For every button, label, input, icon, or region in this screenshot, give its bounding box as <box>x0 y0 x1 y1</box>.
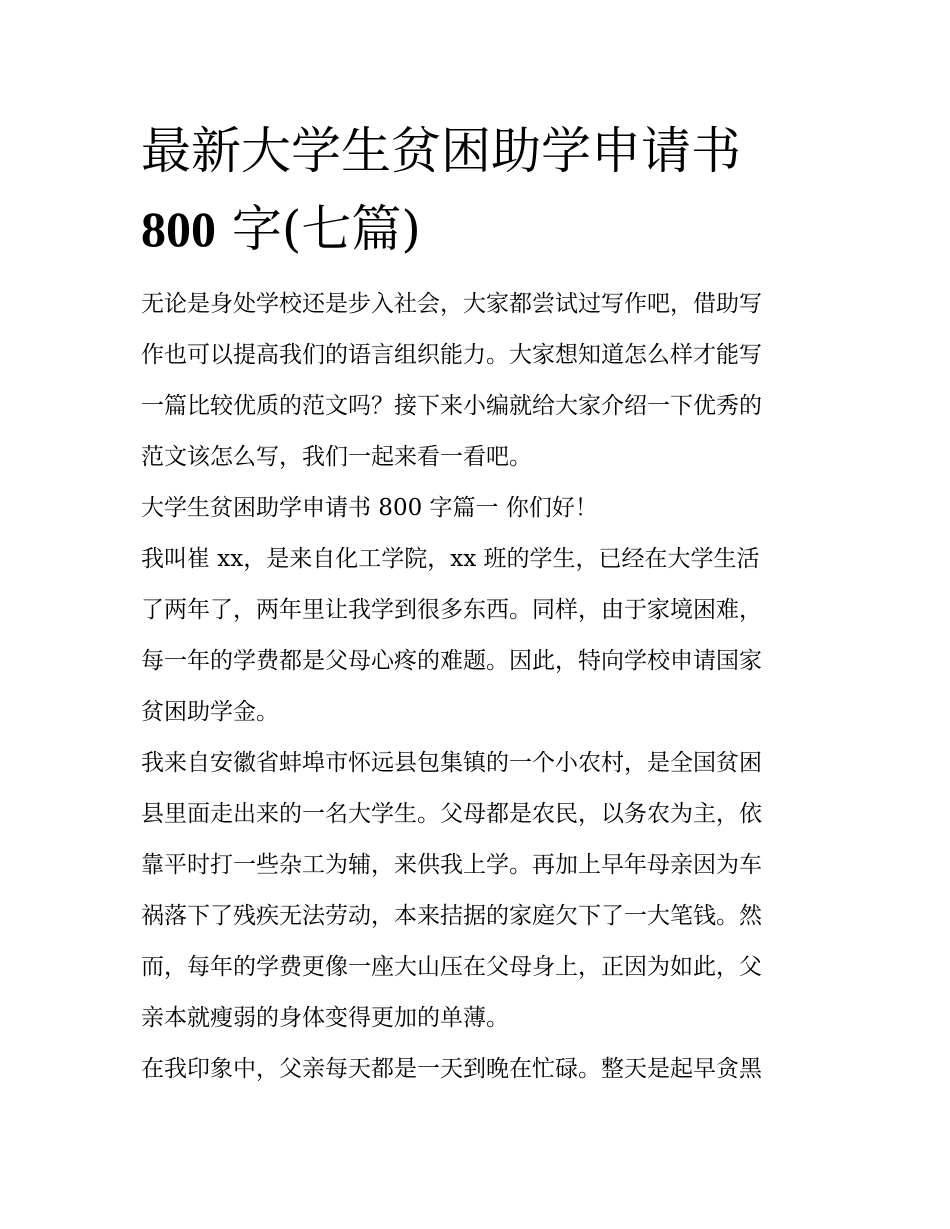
text-line: 祸落下了残疾无法劳动，本来拮据的家庭欠下了一大笔钱。然 <box>141 903 762 929</box>
paragraph-family-background <box>141 738 821 1044</box>
text-line: 我叫崔 xx，是来自化工学院，xx 班的学生，已经在大学生活 <box>141 546 760 572</box>
text-line: 我来自安徽省蚌埠市怀远县包集镇的一个小农村，是全国贫困 <box>141 750 762 776</box>
text-line: 亲本就瘦弱的身体变得更加的单薄。 <box>141 1005 509 1031</box>
text-line: 范文该怎么写，我们一起来看一看吧。 <box>141 444 532 470</box>
paragraph-intro <box>141 279 821 483</box>
text-line: 无论是身处学校还是步入社会，大家都尝试过写作吧，借助写 <box>141 291 762 317</box>
text-line: 在我印象中，父亲每天都是一天到晚在忙碌。整天是起早贪黑 <box>141 1056 762 1082</box>
text-line: 贫困助学金。 <box>141 699 279 725</box>
title-suffix: 字(七篇) <box>216 200 421 258</box>
title-line-1: 最新大学生贫困助学申请书 <box>141 122 741 180</box>
text-line: 大学生贫困助学申请书 800 字篇一 你们好！ <box>141 495 598 521</box>
paragraph-self-introduction <box>141 534 821 738</box>
text-line: 一篇比较优质的范文吗？接下来小编就给大家介绍一下优秀的 <box>141 393 762 419</box>
document-body <box>141 279 821 1095</box>
text-line: 了两年了，两年里让我学到很多东西。同样，由于家境困难， <box>141 597 762 623</box>
text-line: 而，每年的学费更像一座大山压在父母身上，正因为如此，父 <box>141 954 762 980</box>
title-number: 800 <box>141 201 216 257</box>
document-title <box>141 112 821 268</box>
title-line-2 <box>141 190 821 268</box>
paragraph-father-memory <box>141 1044 821 1095</box>
text-line: 靠平时打一些杂工为辅，来供我上学。再加上早年母亲因为车 <box>141 852 762 878</box>
text-line: 作也可以提高我们的语言组织能力。大家想知道怎么样才能写 <box>141 342 762 368</box>
paragraph-section-heading <box>141 483 821 534</box>
text-line: 每一年的学费都是父母心疼的难题。因此，特向学校申请国家 <box>141 648 762 674</box>
text-line: 县里面走出来的一名大学生。父母都是农民，以务农为主，依 <box>141 801 762 827</box>
